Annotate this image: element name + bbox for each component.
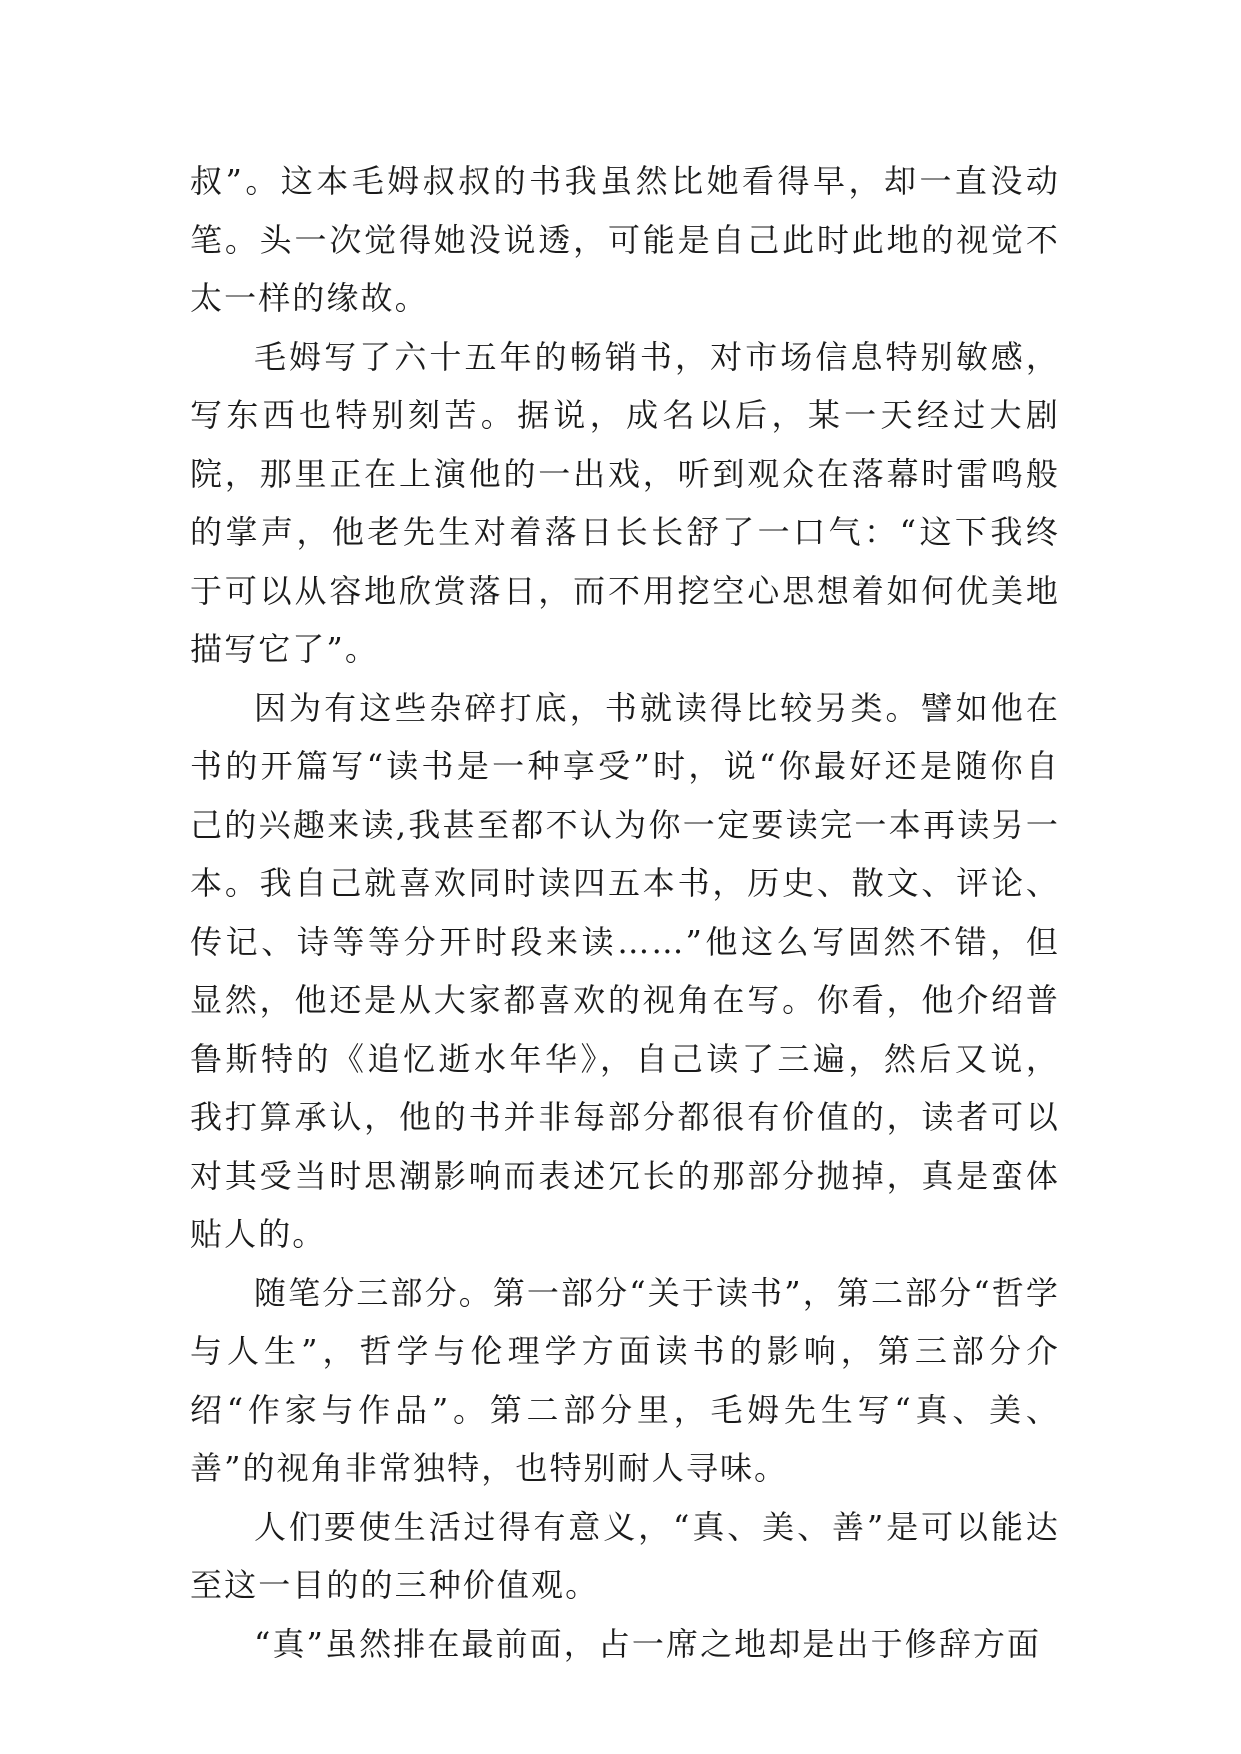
paragraph-reading-style: 因为有这些杂碎打底，书就读得比较另类。譬如他在书的开篇写“读书是一种享受”时，说“你最好还是随你自己的兴趣来读,我甚至都不认为你一定要读完一本再读另一本。我自己就喜欢同时读四五本书，历史、散文、评论、传记、诗等等分开时段来读……”他这么写固然不错，但显然，他还是从大家都喜欢的视角在写。你看，他介绍普鲁斯特的《追忆逝水年华》，自己读了三遍，然后又说，我打算承认，他的书并非每部分都很有价值的，读者可以对其受当时思潮影响而表述冗长的那部分抛掉，真是蛮体贴人的。: [190, 688, 1060, 1253]
paragraph-continuation: 叔”。这本毛姆叔叔的书我虽然比她看得早，却一直没动笔。头一次觉得她没说透，可能是自己此时此地的视觉不太一样的缘故。: [190, 162, 1060, 317]
paragraph-three-parts: 随笔分三部分。第一部分“关于读书”，第二部分“哲学与人生”，哲学与伦理学方面读书的影响，第三部分介绍“作家与作品”。第二部分里，毛姆先生写“真、美、善”的视角非常独特，也特别耐人寻味。: [190, 1273, 1060, 1487]
body-text: [190, 152, 1060, 1673]
paragraph-truth: “真”虽然排在最前面，占一席之地却是出于修辞方面: [254, 1624, 1042, 1663]
paragraph-maugham-bestsellers: 毛姆写了六十五年的畅销书，对市场信息特别敏感，写东西也特别刻苦。据说，成名以后，某一天经过大剧院，那里正在上演他的一出戏，听到观众在落幕时雷鸣般的掌声，他老先生对着落日长长舒了一口气：“这下我终于可以从容地欣赏落日，而不用挖空心思想着如何优美地描写它了”。: [190, 337, 1060, 668]
paragraph-three-values: 人们要使生活过得有意义，“真、美、善”是可以能达至这一目的的三种价值观。: [190, 1507, 1060, 1604]
